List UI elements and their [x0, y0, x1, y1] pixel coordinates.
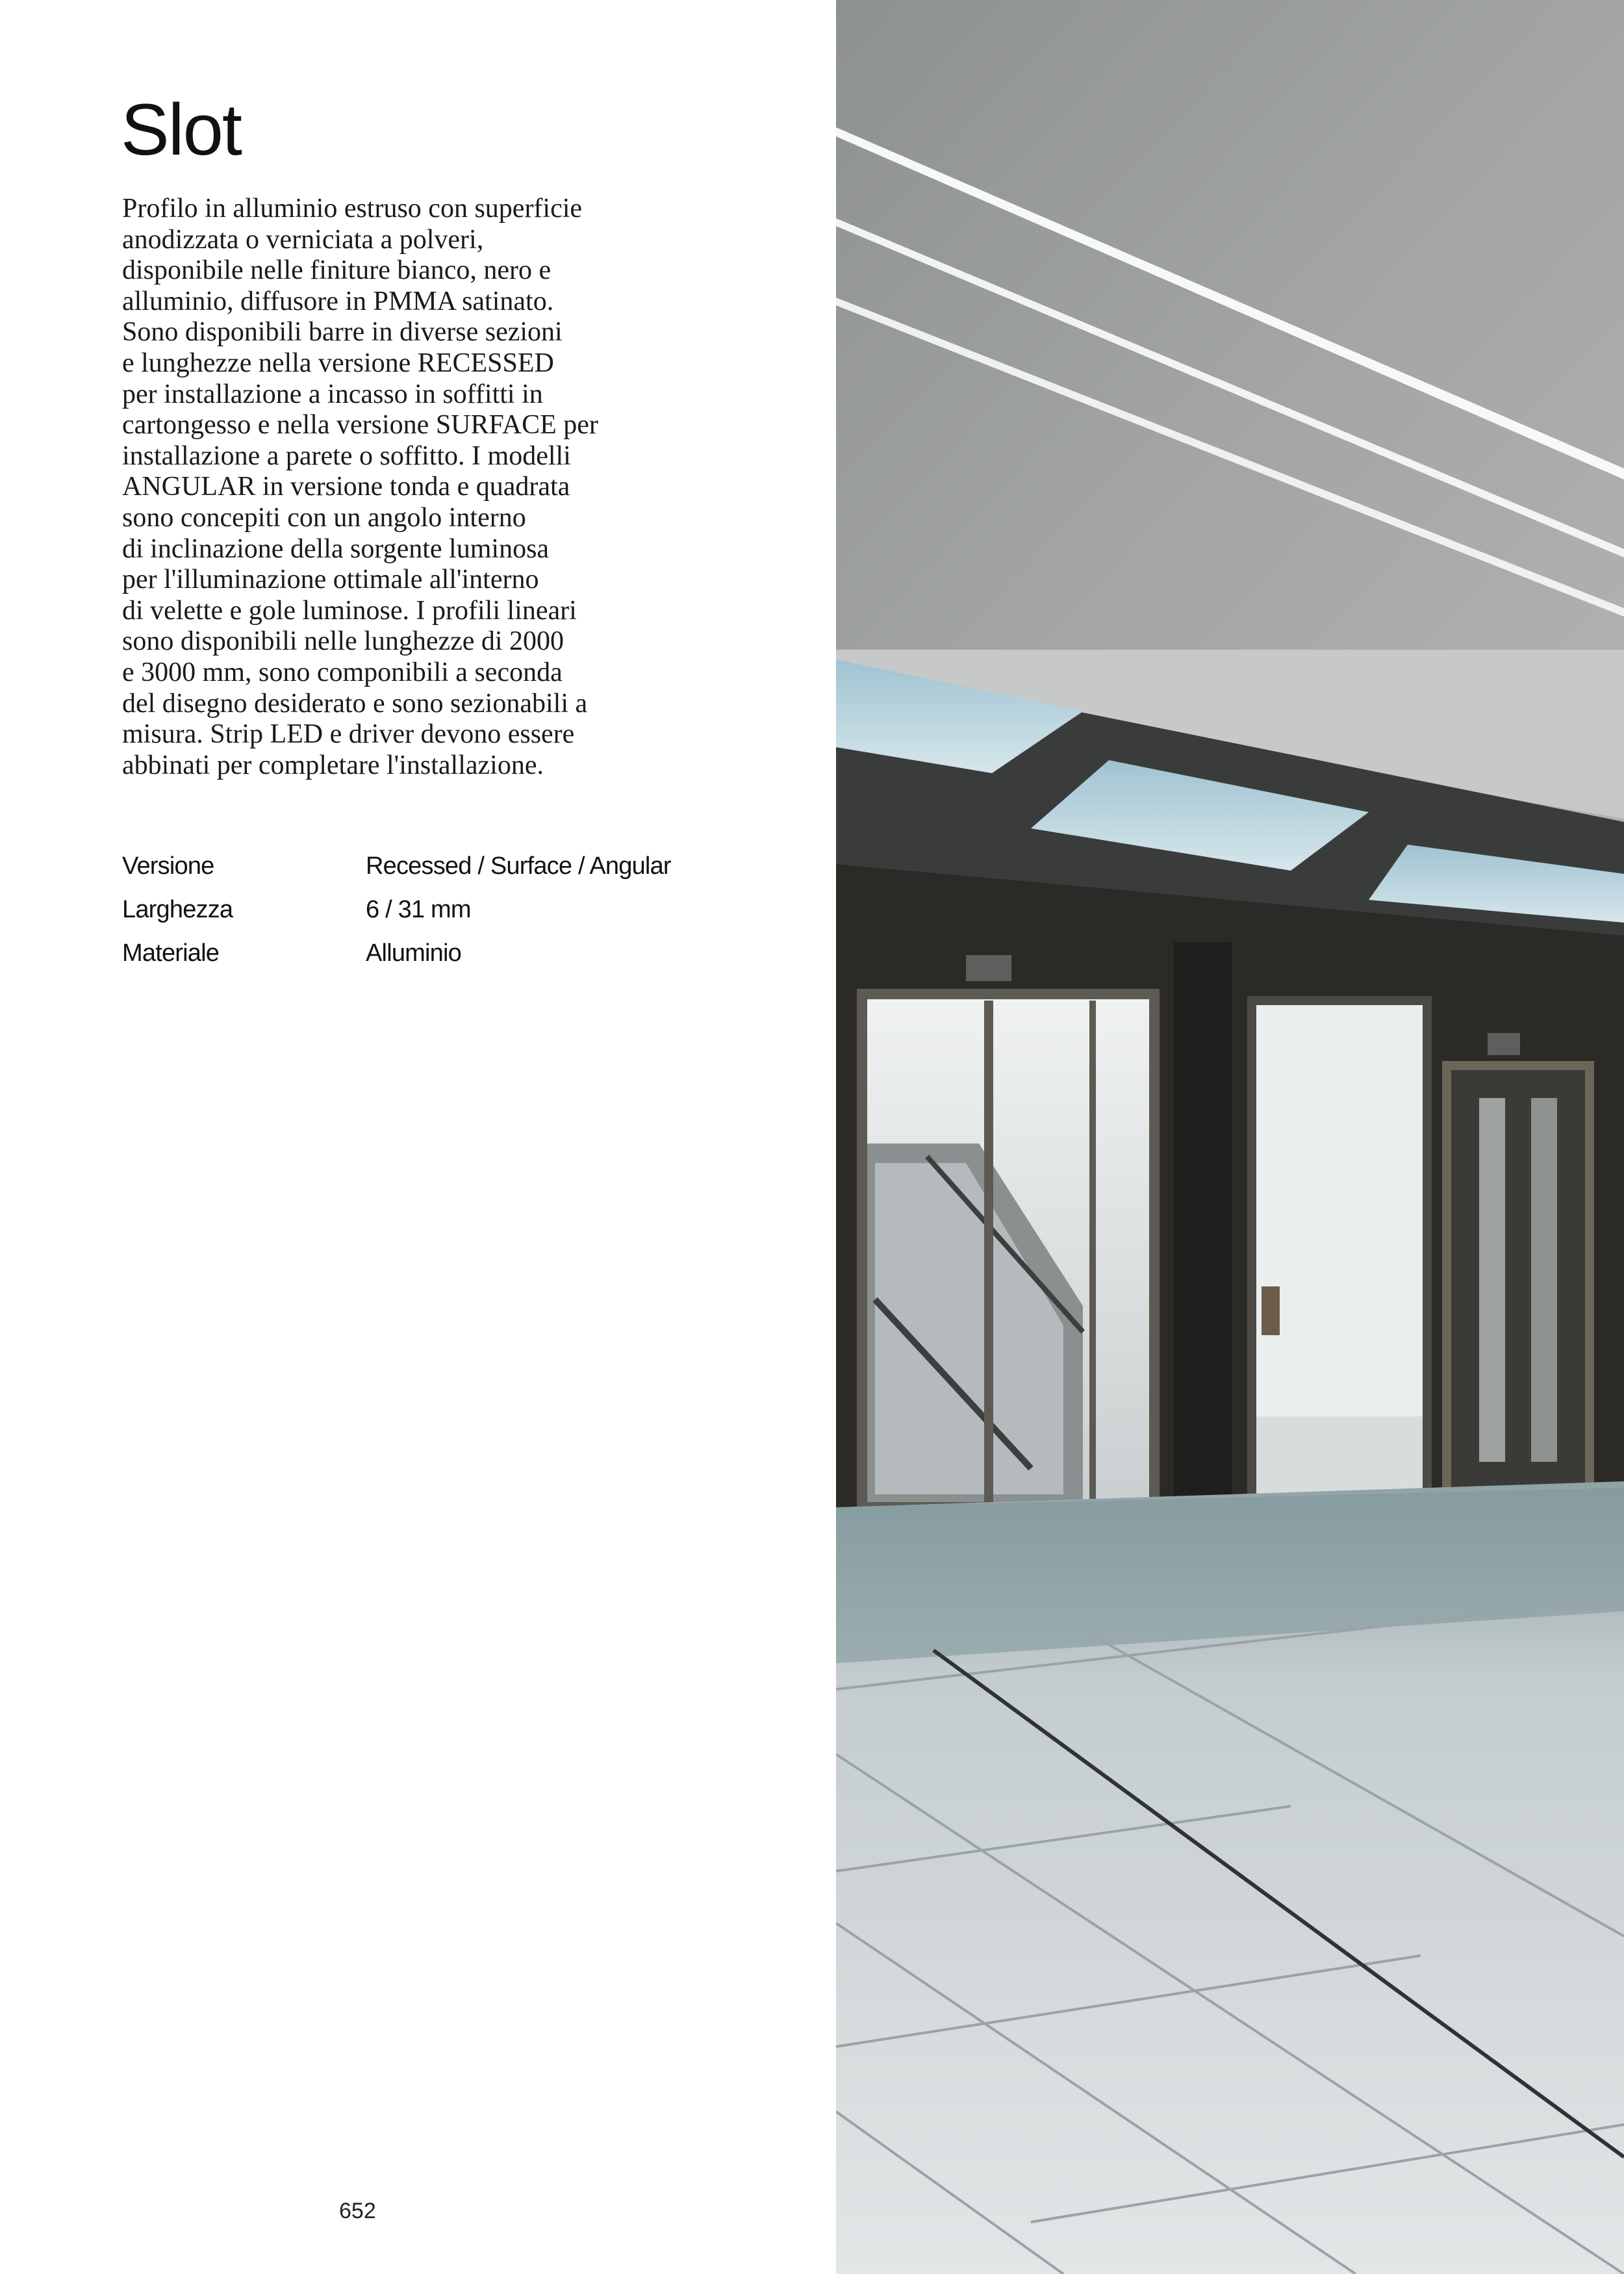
product-description: Profilo in alluminio estruso con superficie anodizzata o verniciata a polveri, disponibile nelle finiture bianco, nero e alluminio, diffusore in PMMA satinato. Sono disponibili barre in diverse sezioni e lunghezze nella versione RECESSED per installazione a incasso in soffitti in cartongesso e nella versione SURFACE per installazione a parete o soffitto. I modelli ANGULAR in versione tonda e quadrata sono concepiti con un angolo interno di inclinazione della sorgente luminosa per l'illuminazione ottimale all'interno di velette e gole luminose. I profili lineari sono disponibili nelle lunghezze di 2000 e 3000 mm, sono componibili a seconda del disegno desiderato e sono sezionabili a misura. Strip LED e driver devono essere abbinati per completare l'installazione. — [122, 194, 598, 780]
spec-value: 6 / 31 mm — [366, 896, 471, 923]
spec-row-versione — [122, 847, 707, 890]
elevator-right — [1447, 1066, 1590, 1494]
spec-table — [122, 847, 707, 977]
spec-row-larghezza — [122, 890, 707, 934]
spec-value: Recessed / Surface / Angular — [366, 852, 671, 880]
spec-label: Materiale — [122, 939, 220, 967]
page-title: Slot — [121, 89, 241, 170]
interior-photo — [836, 0, 1624, 2274]
spec-label: Larghezza — [122, 896, 233, 923]
column — [1174, 942, 1232, 1507]
page-number: 652 — [339, 2199, 376, 2223]
spec-label: Versione — [122, 852, 214, 880]
spec-row-materiale — [122, 934, 707, 977]
spec-value: Alluminio — [366, 939, 461, 967]
